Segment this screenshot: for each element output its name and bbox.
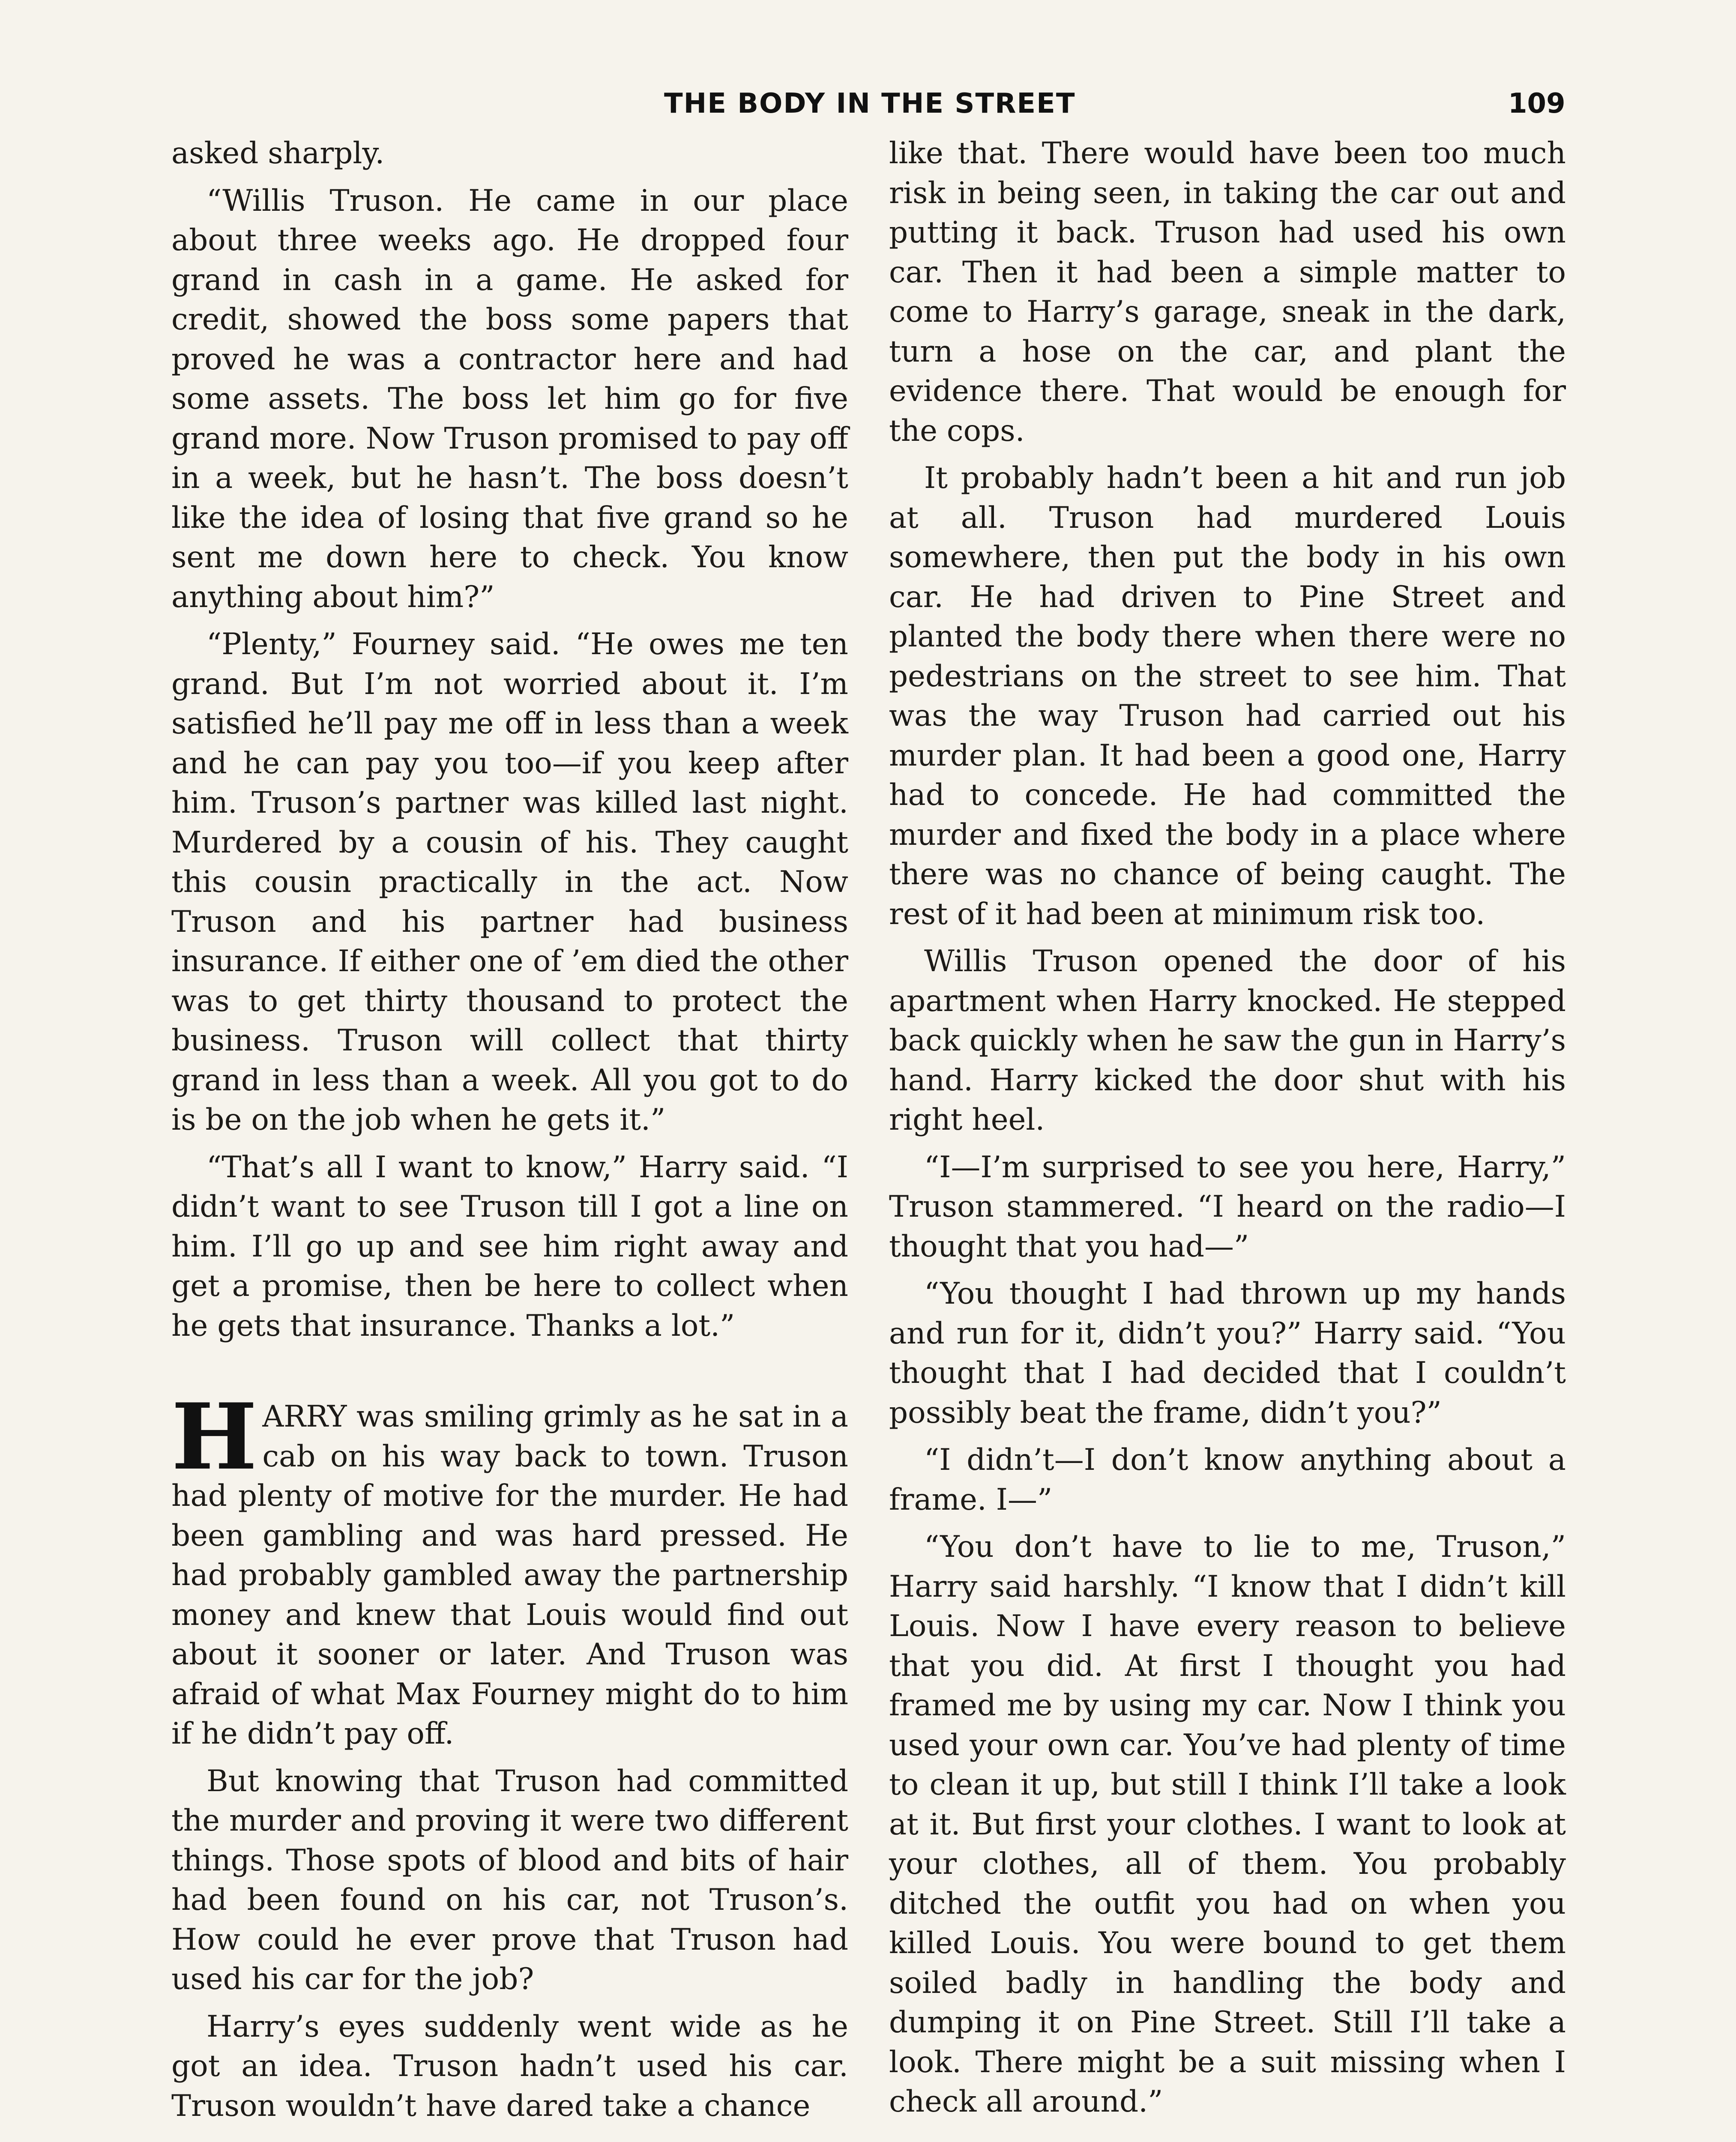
section-start-text: ARRY was smiling grimly as he sat in a cab on his way back to town. Truson had plenty of motive for the murder. He had been gambling and was hard pressed. He had probably gambled away the partnership money and knew that Louis would find out about it sooner or later. And Truson was afraid of what Max Fourney might do to him if he didn’t pay off. [171,1400,848,1751]
left-column [171,134,848,2133]
paragraph: Willis Truson opened the door of his apartment when Harry knocked. He stepped back quickly when he saw the gun in Harry’s hand. Harry kicked the door shut with his right heel. [889,944,1566,1137]
paragraph: Harry’s eyes suddenly went wide as he got an idea. Truson hadn’t used his car. Truson wouldn’t have dared take a chance [171,2009,848,2123]
paragraph: “That’s all I want to know,” Harry said. “I didn’t want to see Truson till I got a line on him. I’ll go up and see him right away and get a promise, then be here to collect when he gets that insurance. Thanks a lot.” [171,1150,848,1343]
paragraph: “I didn’t—I don’t know anything about a frame. I—” [889,1443,1566,1517]
paragraph: like that. There would have been too much risk in being seen, in taking the car out and putting it back. Truson had used his own car. Then it had been a simple matter to come to Harry’s garage, sneak in the dark, turn a hose on the car, and plant the evidence there. That would be enough for the cops. [889,136,1566,448]
paragraph: “You thought I had thrown up my hands and run for it, didn’t you?” Harry said. “You thought that I had decided that I couldn’t possibly beat the frame, didn’t you?” [889,1277,1566,1430]
paragraph: “Willis Truson. He came in our place about three weeks ago. He dropped four grand in cash in a game. He asked for credit, showed the boss some papers that proved he was a contractor here and had some assets. The boss let him go for five grand more. Now Truson promised to pay off in a week, but he hasn’t. The boss doesn’t like the idea of losing that five grand so he sent me down here to check. You know anything about him?” [171,183,848,614]
right-column [889,134,1566,2130]
running-title: THE BODY IN THE STREET [664,88,1076,120]
drop-cap: H [171,1383,257,1490]
paragraph: “Plenty,” Fourney said. “He owes me ten grand. But I’m not worried about it. I’m satisfied he’ll pay me off in less than a week and he can pay you too—if you keep after him. Truson’s partner was killed last night. Murdered by a cousin of his. They caught this cousin practically in the act. Now Truson and his partner had business insurance. If either one of ’em died the other was to get thirty thousand to protect the business. Truson will collect that thirty grand in less than a week. All you got to do is be on the job when he gets it.” [171,627,848,1137]
paragraph: But knowing that Truson had committed the murder and proving it were two different things. Those spots of blood and bits of hair had been found on his car, not Truson’s. How could he ever prove that Truson had used his car for the job? [171,1764,848,1996]
paragraph: It probably hadn’t been a hit and run job at all. Truson had murdered Louis somewhere, then put the body in his own car. He had driven to Pine Street and planted the body there when there were no pedestrians on the street to see him. That was the way Truson had carried out his murder plan. It had been a good one, Harry had to concede. He had committed the murder and fixed the body in a place where there was no chance of being caught. The rest of it had been at minimum risk too. [889,461,1566,931]
page-number: 109 [1508,88,1565,120]
paragraph: “I—I’m surprised to see you here, Harry,” Truson stammered. “I heard on the radio—I thought that you had—” [889,1150,1566,1264]
section-start-paragraph [171,1383,848,1754]
paragraph: “You don’t have to lie to me, Truson,” Harry said harshly. “I know that I didn’t kill Louis. Now I have every reason to believe that you did. At first I thought you had framed me by using my car. Now I think you used your own car. You’ve had plenty of time to clean it up, but still I think I’ll take a look at it. But first your clothes. I want to look at your clothes, all of them. You probably ditched the outfit you had on when you killed Louis. You were bound to get them soiled badly in handling the body and dumping it on Pine Street. Still I’ll take a look. There might be a suit missing when I check all around.” [889,1530,1566,2119]
paragraph: asked sharply. [171,136,385,171]
